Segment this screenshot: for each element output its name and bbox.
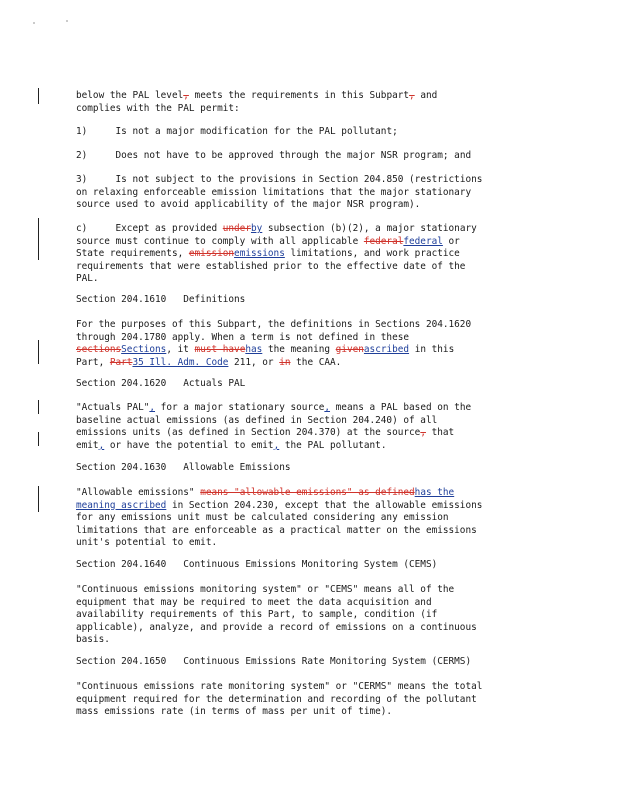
- change-bar: [38, 88, 39, 104]
- change-bar: [38, 340, 39, 364]
- section-heading: Section 204.1620 Actuals PAL: [76, 378, 246, 389]
- section-body: "Continuous emissions monitoring system" or "CEMS" means all of the equipment that may be required to meet the data acquisition and availability requirements of this Part, to sample, condition (if applicable), analyze, and provide a record of emissions on a continuous basis.: [76, 584, 477, 646]
- list-item: 1) Is not a major modification for the PAL pollutant;: [76, 126, 398, 137]
- list-item: 3) Is not subject to the provisions in Section 204.850 (restrictions on relaxing enforceable emission limitations that the major stationary source used to avoid applicability of the major NSR program).: [76, 174, 483, 211]
- paragraph-c: c) Except as provided underby subsection (b)(2), a major stationary source must continue to comply with all applicable federalfederal or State requirements, emissionemissions limitations, and work practice requirements that were established prior to the effective date of the PAL.: [76, 223, 477, 285]
- section-body: For the purposes of this Subpart, the definitions in Sections 204.1620 through 204.1780 apply. When a term is not defined in these sectionsSections, it must havehas the meaning givenascribed in this Part, Part35 Ill. Adm. Code 211, or in the CAA.: [76, 319, 472, 368]
- change-bar: [38, 486, 39, 512]
- continuation-paragraph: below the PAL level, meets the requirements in this Subpart, and complies with the PAL permit:: [76, 90, 438, 114]
- section-body: "Continuous emissions rate monitoring system" or "CERMS" means the total equipment required for the determination and recording of the pollutant mass emissions rate (in terms of mass per unit of time).: [76, 681, 483, 718]
- section-body: "Allowable emissions" means "allowable emissions" as definedhas the meaning ascribed in Section 204.230, except that the allowable emissions for any emissions unit must be calculated considering any emission limitations that are enforceable as a practical matter on the emissions unit's potential to emit.: [76, 487, 483, 549]
- section-heading: Section 204.1610 Definitions: [76, 294, 246, 305]
- section-heading: Section 204.1650 Continuous Emissions Rate Monitoring System (CERMS): [76, 656, 472, 667]
- list-item: 2) Does not have to be approved through the major NSR program; and: [76, 150, 472, 161]
- scan-speck: [66, 20, 68, 22]
- section-heading: Section 204.1640 Continuous Emissions Monitoring System (CEMS): [76, 559, 438, 570]
- change-bar: [38, 218, 39, 260]
- section-heading: Section 204.1630 Allowable Emissions: [76, 462, 291, 473]
- scan-speck: [33, 22, 35, 24]
- section-body: "Actuals PAL", for a major stationary source, means a PAL based on the baseline actual emissions (as defined in Section 204.240) of all emissions units (as defined in Section 204.370) at the source, that emit, or have the potential to emit, the PAL pollutant.: [76, 402, 472, 451]
- change-bar: [38, 432, 39, 446]
- change-bar: [38, 400, 39, 414]
